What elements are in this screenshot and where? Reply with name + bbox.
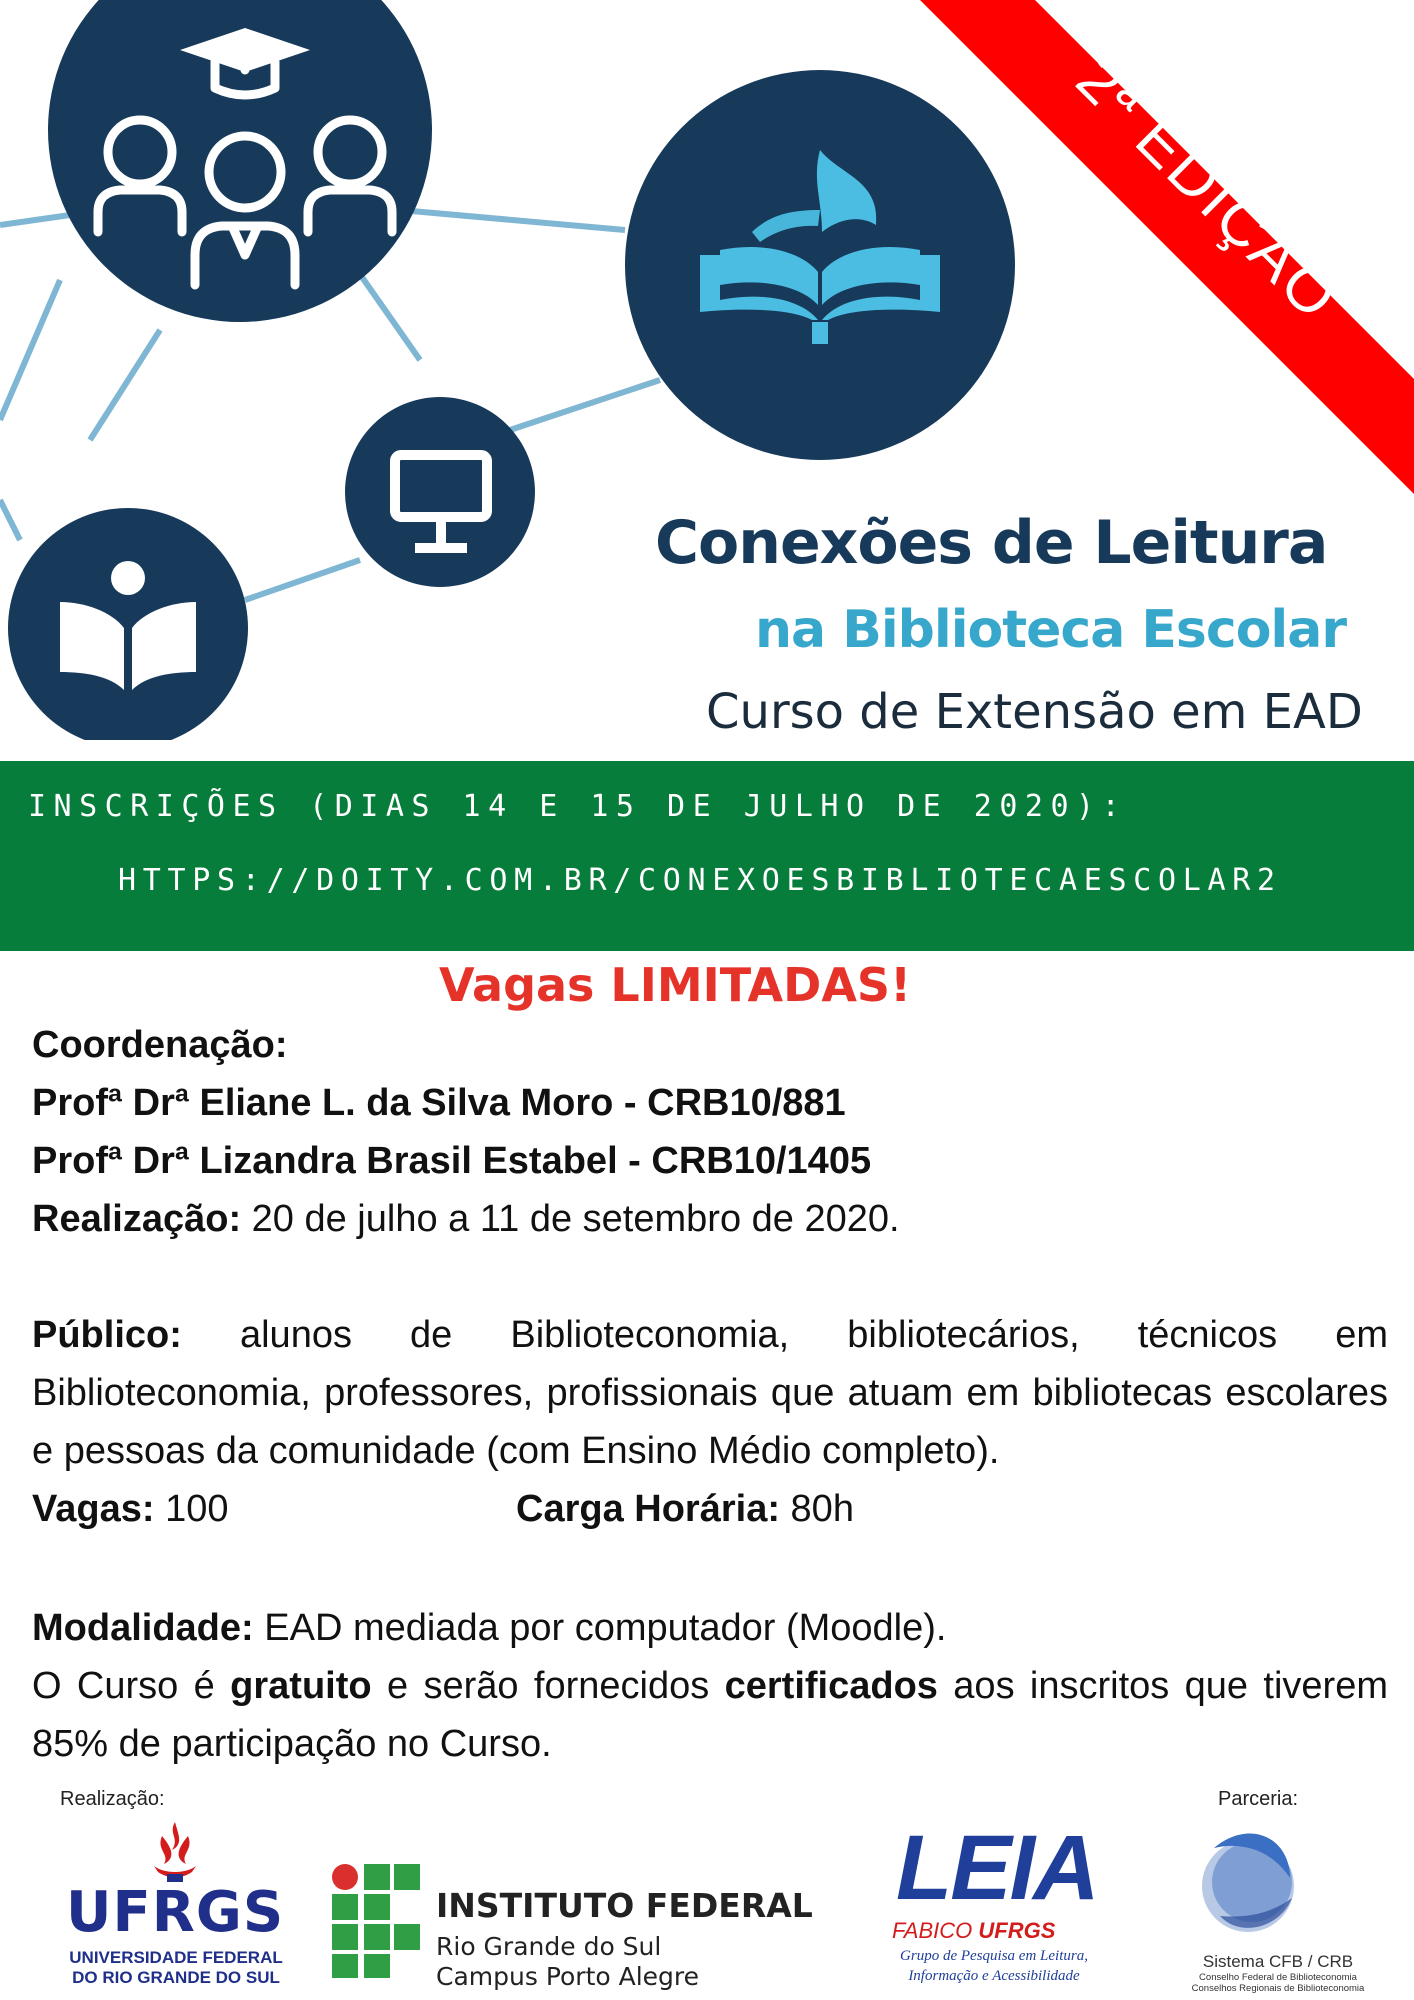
cfb-logo-title: Sistema CFB / CRB [1202, 1952, 1354, 1971]
footer-parceria-label: Parceria: [1218, 1788, 1299, 1810]
footer-realizacao-label: Realização: [60, 1788, 165, 1810]
hero-illustration [0, 0, 1414, 740]
leia-description: Grupo de Pesquisa em Leitura, Informação e Acessibilidade [900, 1948, 1088, 1984]
graduates-circle [48, 0, 432, 322]
if-logo-title: INSTITUTO FEDERAL [436, 1886, 813, 1925]
coordinator-2: Profª Drª Lizandra Brasil Estabel - CRB10/1405 [32, 1140, 872, 1182]
course-title: Conexões de Leitura [655, 508, 1328, 578]
seats-line: Vagas: 100 [32, 1488, 229, 1530]
if-logo-line2: Campus Porto Alegre [436, 1962, 700, 1991]
if-logo-line1: Rio Grande do Sul [436, 1932, 662, 1961]
ufrgs-flame-icon [140, 1816, 210, 1886]
edition-text: 2ª EDIÇÃO [1063, 45, 1352, 334]
reader-circle [8, 508, 248, 740]
workload-line: Carga Horária: 80h [516, 1488, 854, 1530]
schedule-line: Realização: 20 de julho a 11 de setembro de 2020. [32, 1198, 900, 1240]
coordinator-1: Profª Drª Eliane L. da Silva Moro - CRB10/881 [32, 1082, 846, 1124]
limited-seats-banner: Vagas LIMITADAS! [438, 958, 912, 1012]
ufrgs-fullname: UNIVERSIDADE FEDERAL DO RIO GRANDE DO SUL [69, 1948, 283, 1987]
leia-logo-text: LEIA [896, 1817, 1098, 1919]
coordination-label: Coordenação: [32, 1024, 288, 1066]
registration-link[interactable]: HTTPS://DOITY.COM.BR/CONEXOESBIBLIOTECAESCOLAR2 [118, 863, 1282, 898]
leia-fabico-text: FABICO UFRGS [892, 1918, 1056, 1943]
course-type: Curso de Extensão em EAD [706, 684, 1363, 740]
computer-circle [345, 397, 535, 587]
if-logo-icon [330, 1862, 422, 1980]
ufrgs-logo-text: UFRGS [66, 1880, 285, 1945]
registration-dates: INSCRIÇÕES (DIAS 14 E 15 DE JULHO DE 2020): [28, 789, 1128, 824]
book-circle [625, 70, 1015, 460]
registration-band [0, 761, 1414, 951]
course-subtitle: na Biblioteca Escolar [755, 600, 1346, 660]
cfb-logo-icon [1190, 1818, 1300, 1948]
modality-line: Modalidade: EAD mediada por computador (Moodle). [32, 1607, 947, 1649]
audience-paragraph: Público: alunos de Biblioteconomia, bibliotecários, técnicos em Biblioteconomia, professores, profissionais que atuam em bibliotecas escolares e pessoas da comunidade (com Ensino Médio completo). [32, 1314, 1389, 1472]
free-course-paragraph: O Curso é gratuito e serão fornecidos certificados aos inscritos que tiverem 85% de participação no Curso. [32, 1665, 1389, 1765]
cfb-logo-subtitle: Conselho Federal de Biblioteconomia Conselhos Regionais de Biblioteconomia [1191, 1972, 1365, 1994]
